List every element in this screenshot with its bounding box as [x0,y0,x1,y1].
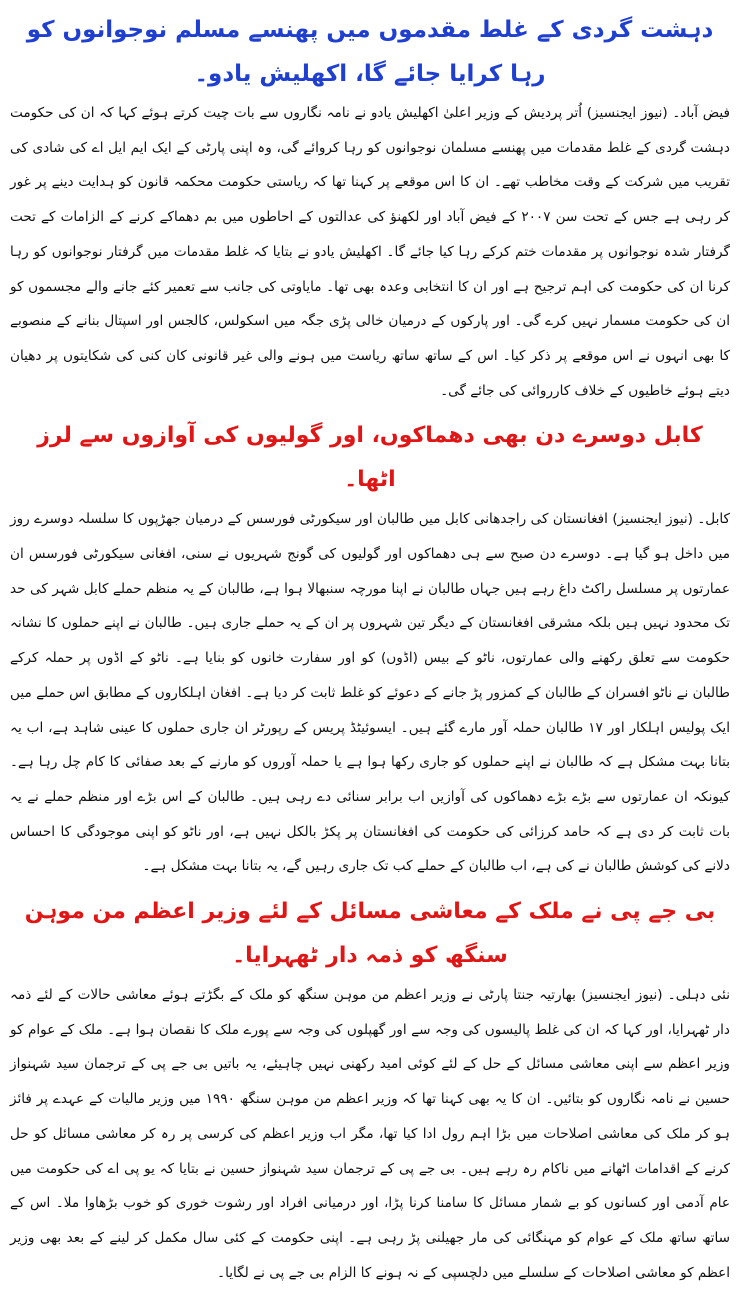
article-bjp [10,890,730,1290]
body-kabul: کابل۔ (نیوز ایجنسیز) افغانستان کی راجدھانی کابل میں طالبان اور سیکورٹی فورسس کے درمیان جھڑپوں کا سلسلہ دوسرے روز میں داخل ہو گیا ہے۔ دوسرے دن صبح سے ہی دھماکوں اور گولیوں کی گونج شہریوں نے سنی، افغانی سیکورٹی فورسس ان عمارتوں پر مسلسل راکٹ داغ رہے ہیں جہاں طالبان نے اپنا مورچہ سنبھالا ہوا ہے، طالبان کے یہ منظم حملے کابل شہر کی حد تک محدود نہیں ہیں بلکہ مشرقی افغانستان کے دیگر تین شہروں پر ان کے یہ حملے جاری ہیں۔ طالبان نے اپنے حملوں کا نشانہ حکومت سے تعلق رکھنے والی عمارتوں، ناٹو کے بیس (اڈوں) کو اور سفارت خانوں کو بنایا ہے۔ ناٹو کے اڈوں پر حملہ کرکے طالبان نے ناٹو افسران کے طالبان کے کمزور پڑ جانے کے دعوئے کو غلط ثابت کر دیا ہے۔ افغان اہلکاروں کے مطابق اس حملے میں ایک پولیس اہلکار اور ۱۷ طالبان حملہ آور مارے گئے ہیں۔ ایسوئیٹڈ پریس کے رپورٹر ان جاری حملوں کا عینی شاہد ہے، اب یہ بتانا بہت مشکل ہے کہ طالبان نے اپنے حملوں کو جاری رکھا ہوا ہے یا حملہ آوروں کو مارنے کے بعد صفائی کا کام چل رہا ہے۔ کیونکہ ان عمارتوں سے بڑے بڑے دھماکوں کی آوازیں اب برابر سنائی دے رہی ہیں۔ طالبان کے اس بڑے اور منظم حملے نے یہ بات ثابت کر دی ہے کہ حامد کرزائی کی حکومت کی افغانستان پر پکڑ بالکل نہیں ہے، اور ناٹو کو اپنی موجودگی کا احساس دلانے کی کوشش طالبان نے کی ہے، اب طالبان کے حملے کب تک جاری رہیں گے، یہ بتانا بہت مشکل ہے۔ [10,511,730,875]
article-akhilesh [10,8,730,408]
headline-akhilesh: دہشت گردی کے غلط مقدموں میں پھنسے مسلم نوجوانوں کو رہا کرایا جائے گا، اکھلیش یادو۔ [26,17,714,87]
headline-kabul: کابل دوسرے دن بھی دھماکوں، اور گولیوں کی آوازوں سے لرز اٹھا۔ [37,423,703,493]
article-kabul [10,414,730,884]
body-bjp: نئی دہلی۔ (نیوز ایجنسیز) بھارتیہ جنتا پارٹی نے وزیر اعظم من موہن سنگھ کو ملک کے بگڑتے ہوئے معاشی حالات کے لئے ذمہ دار ٹھہرایا، اور کہا کہ ان کی غلط پالیسوں کی وجہ سے اور گھپلوں کی وجہ سے پورے ملک کا نقصان ہوا ہے۔ ملک کے عوام کو وزیر اعظم سے اپنی معاشی مسائل کے حل کے لئے کوئی امید رکھنی نہیں چاہیئے، یہ باتیں بی جے پی کے ترجمان سید شہنواز حسین نے نامہ نگاروں کو بتائیں۔ ان کا یہ بھی کہنا تھا کہ وزیر اعظم من موہن سنگھ ۱۹۹۰ میں وزیر مالیات کے عہدے پر فائز ہو کر ملک کی معاشی اصلاحات میں بڑا اہم رول ادا کیا تھا، مگر اب وزیر اعظم کی کرسی پر رہ کر معاشی مسائل کو حل کرنے کے اقدامات اٹھانے میں ناکام رہ رہے ہیں۔ بی جے پی کے ترجمان سید شہنواز حسین نے بتایا کہ یو پی اے کی حکومت میں عام آدمی اور کسانوں کو بے شمار مسائل کا سامنا کرنا پڑا، اور درمیانی افراد اور رشوت خوری کو خوب بڑھاوا ملا۔ اس کے ساتھ ساتھ ملک کے عوام کو مہنگائی کی مار جھیلنی پڑ رہی ہے۔ اپنی حکومت کے کئی سال مکمل کر لینے کے بعد بھی وزیر اعظم کو معاشی اصلاحات کے سلسلے میں دلچسپی کے نہ ہونے کا الزام بی جے پی نے لگایا۔ [10,987,730,1281]
headline-bjp: بی جے پی نے ملک کے معاشی مسائل کے لئے وزیر اعظم من موہن سنگھ کو ذمہ دار ٹھہرایا۔ [24,899,716,969]
body-akhilesh: فیض آباد۔ (نیوز ایجنسیز) اُتر پردیش کے وزیر اعلیٰ اکھلیش یادو نے نامہ نگاروں سے بات چیت کرتے ہوئے کہا کہ ان کی حکومت دہشت گردی کے غلط مقدمات میں پھنسے مسلمان نوجوانوں کو رہا کروائے گی، وہ اپنی پارٹی کے ایک ایم ایل اے کی شادی کی تقریب میں شرکت کے وقت مخاطب تھے۔ ان کا اس موقعے پر کہنا تھا کہ ریاستی حکومت محکمہ قانون کو ہدایت دینے پر غور کر رہی ہے جس کے تحت سن ۲۰۰۷ کے فیض آباد اور لکھنؤ کی عدالتوں کے احاطوں میں بم دھماکے کرنے کے الزامات کے تحت گرفتار شدہ نوجوانوں پر مقدمات ختم کرکے رہا کیا جائے گا۔ اکھلیش یادو نے بتایا کہ غلط مقدمات میں گرفتار نوجوانوں کو رہا کرنا ان کی حکومت کی اہم ترجیح ہے اور ان کا انتخابی وعدہ بھی تھا۔ مایاوتی کی جانب سے تعمیر کئے جانے والے مجسموں کو ان کی حکومت مسمار نہیں کرے گی۔ اور پارکوں کے درمیان خالی پڑی جگہ میں اسکولس، کالجس اور اسپتال بنانے کے منصوبے کا بھی انہوں نے اس موقعے پر ذکر کیا۔ اس کے ساتھ ساتھ ریاست میں ہونے والی غیر قانونی کان کنی کی شکایتوں پر دھیان دیتے ہوئے خاطیوں کے خلاف کارروائی کی جائے گی۔ [10,105,730,399]
